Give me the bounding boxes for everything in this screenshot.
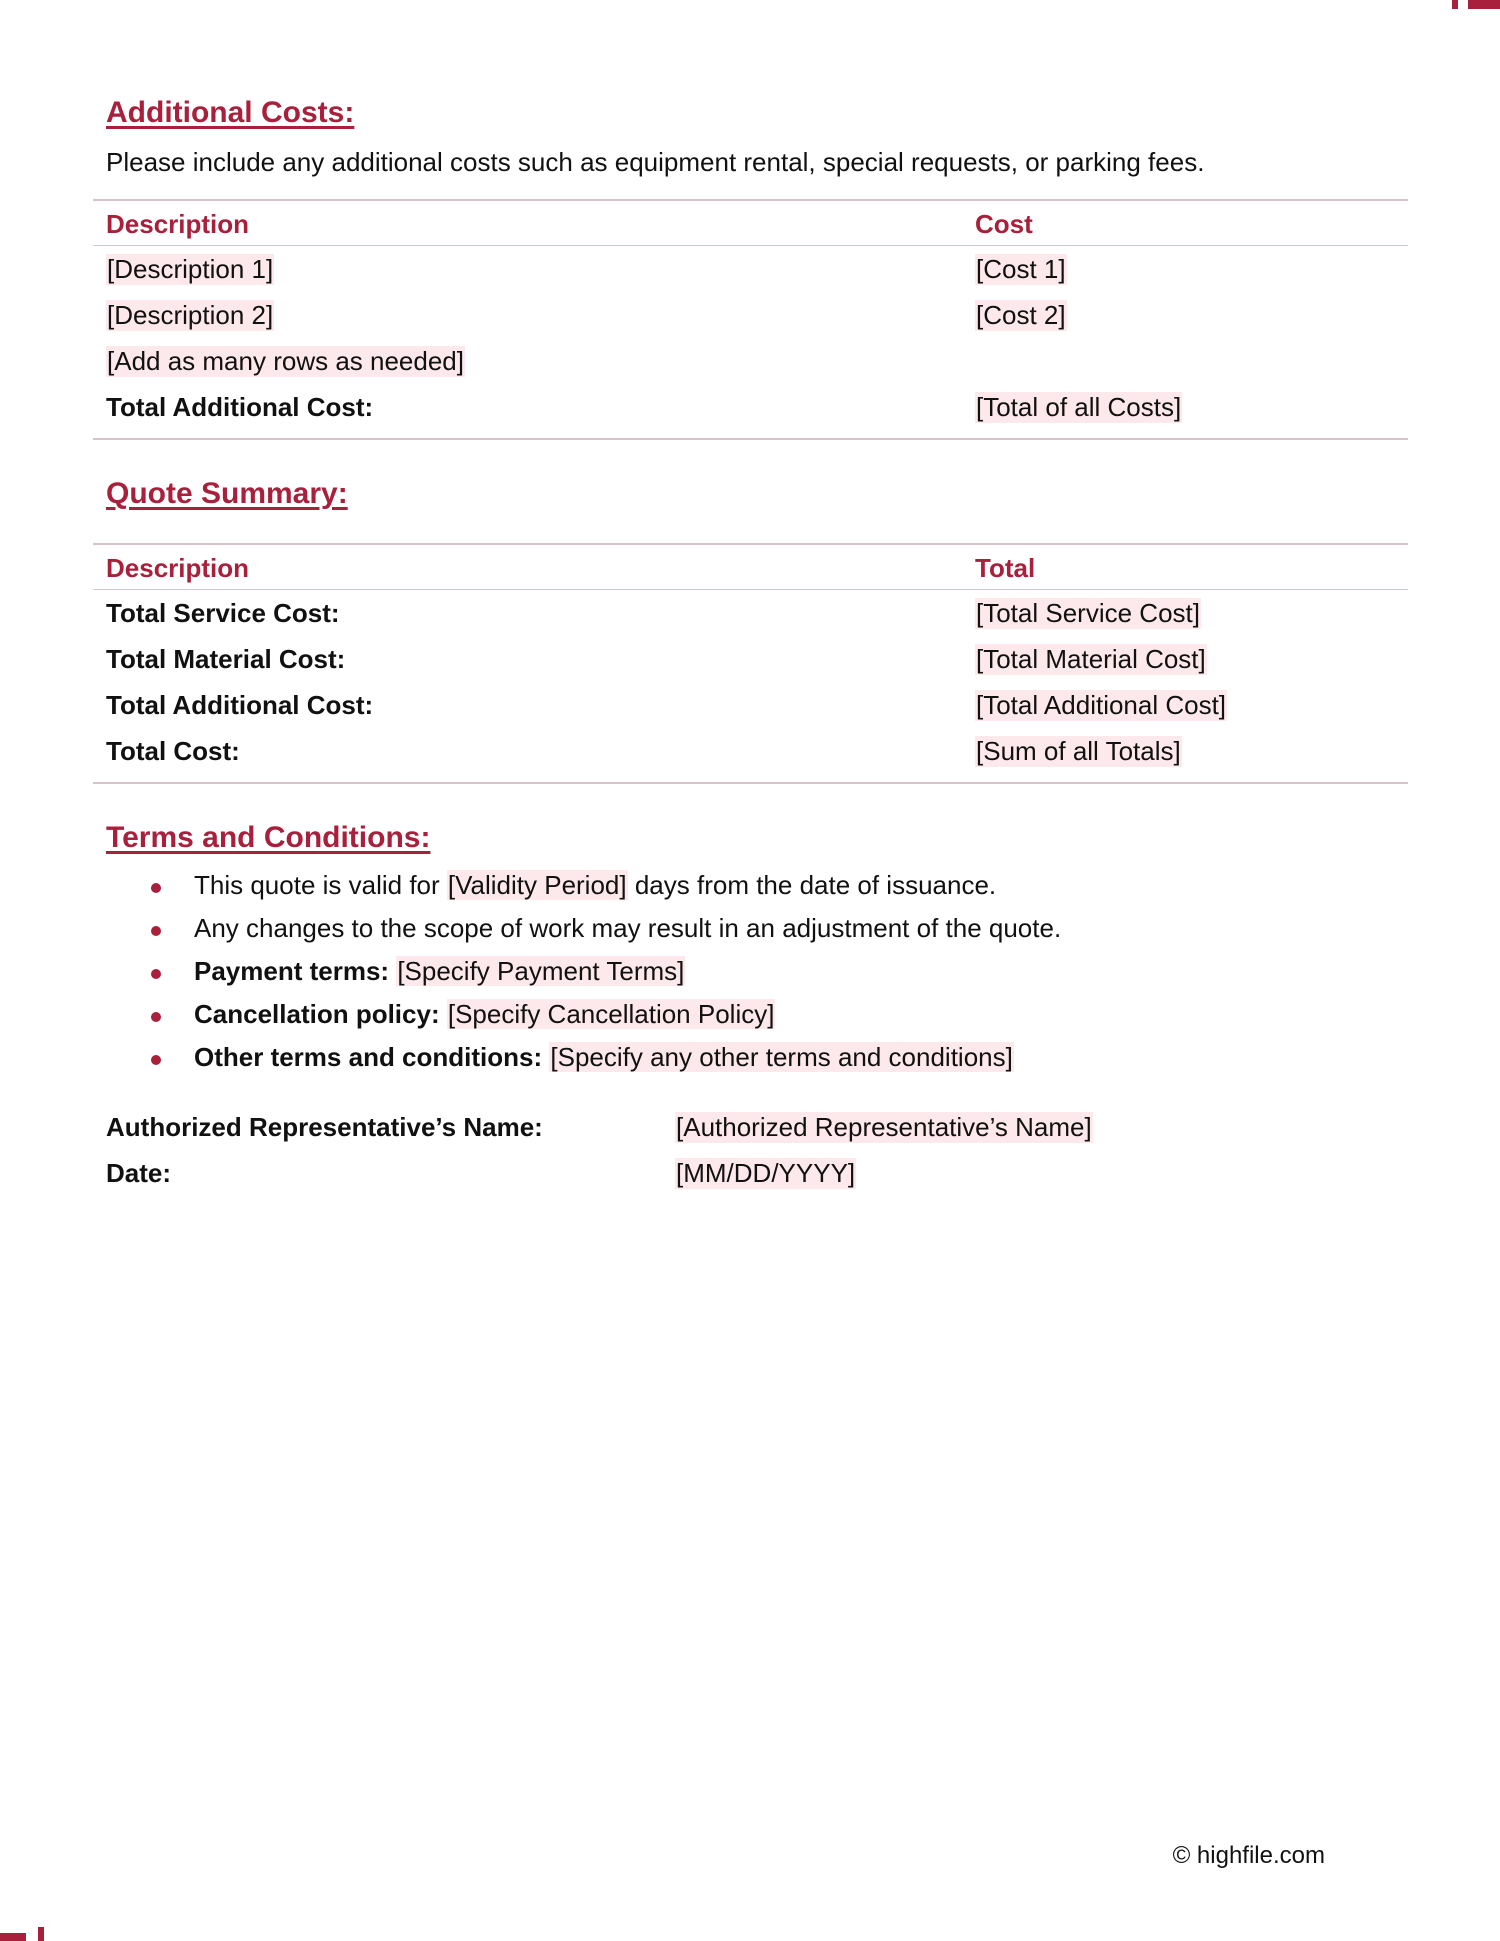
summary-label: Total Cost: [106, 736, 240, 766]
description-cell: [Description 2] [107, 300, 274, 330]
total-row [93, 384, 1408, 430]
summary-value: [Total Material Cost] [976, 644, 1206, 674]
table-row [93, 682, 1408, 728]
table-row [93, 636, 1408, 682]
list-item [106, 956, 1406, 999]
list-item [106, 870, 1406, 913]
table-header-row [93, 545, 1408, 589]
date-value: [MM/DD/YYYY] [676, 1158, 856, 1188]
corner-decoration-bottom-left [0, 1927, 48, 1941]
term-label: Payment terms: [194, 956, 390, 986]
additional-costs-table [93, 199, 1408, 440]
cost-cell: [Cost 2] [976, 300, 1066, 330]
list-item [106, 999, 1406, 1042]
total-label: Total Additional Cost: [106, 392, 374, 422]
terms-list [106, 870, 1406, 1085]
list-item [106, 1042, 1406, 1085]
bullet-icon [151, 926, 161, 936]
terms-title: Terms and Conditions: [106, 821, 431, 854]
bullet-icon [151, 1012, 161, 1022]
total-value: [Total of all Costs] [976, 392, 1182, 422]
table-row [93, 590, 1408, 636]
summary-label: Total Additional Cost: [106, 690, 374, 720]
table-row [93, 292, 1408, 338]
term-text: days from the date of issuance. [627, 870, 997, 900]
header-total: Total [975, 553, 1036, 583]
date-label: Date: [106, 1158, 172, 1188]
bullet-icon [151, 883, 161, 893]
footer-copyright: © highfile.com [1172, 1842, 1325, 1869]
description-cell: [Description 1] [107, 254, 274, 284]
term-placeholder: [Specify any other terms and conditions] [550, 1042, 1013, 1072]
term-text: Any changes to the scope of work may result in an adjustment of the quote. [194, 913, 1062, 943]
description-cell: [Add as many rows as needed] [107, 346, 464, 376]
table-row [93, 728, 1408, 774]
term-placeholder: [Validity Period] [447, 870, 627, 900]
cost-cell: [Cost 1] [976, 254, 1066, 284]
quote-summary-title: Quote Summary: [106, 477, 348, 510]
additional-costs-intro: Please include any additional costs such as equipment rental, special requests, or parking fees. [106, 147, 1205, 177]
table-header-row [93, 201, 1408, 245]
header-cost: Cost [975, 209, 1033, 239]
corner-decoration-top-right [1452, 0, 1500, 10]
term-text: This quote is valid for [194, 870, 447, 900]
table-row [93, 246, 1408, 292]
term-placeholder: [Specify Cancellation Policy] [447, 999, 775, 1029]
quote-summary-table [93, 543, 1408, 784]
list-item [106, 913, 1406, 956]
table-bottom-rule [93, 782, 1408, 784]
representative-name-value: [Authorized Representative’s Name] [676, 1112, 1092, 1142]
bullet-icon [151, 1055, 161, 1065]
header-description: Description [106, 553, 250, 583]
term-label: Cancellation policy: [194, 999, 440, 1029]
summary-value: [Total Service Cost] [976, 598, 1200, 628]
summary-label: Total Material Cost: [106, 644, 346, 674]
header-description: Description [106, 209, 250, 239]
representative-name-label: Authorized Representative’s Name: [106, 1112, 543, 1142]
bullet-icon [151, 969, 161, 979]
additional-costs-title: Additional Costs: [106, 96, 355, 129]
summary-label: Total Service Cost: [106, 598, 340, 628]
table-row [93, 338, 1408, 384]
table-bottom-rule [93, 438, 1408, 440]
term-placeholder: [Specify Payment Terms] [397, 956, 685, 986]
term-label: Other terms and conditions: [194, 1042, 543, 1072]
summary-value: [Total Additional Cost] [976, 690, 1227, 720]
summary-value: [Sum of all Totals] [976, 736, 1181, 766]
